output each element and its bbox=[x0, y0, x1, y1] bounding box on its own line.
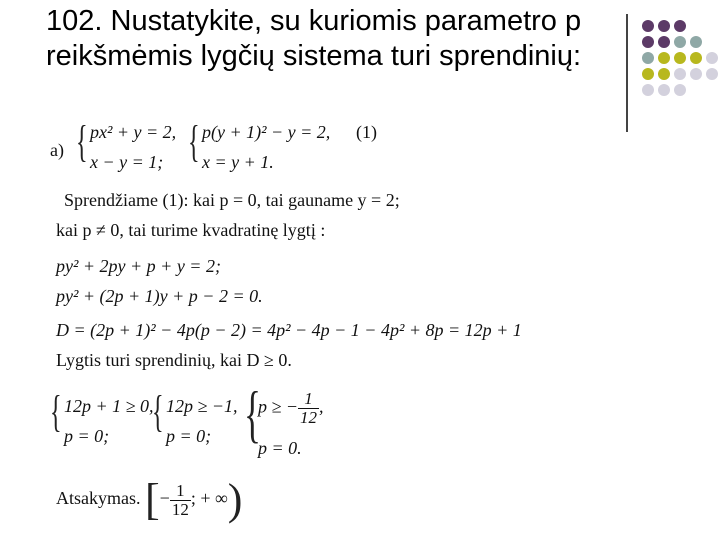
denominator: 12 bbox=[171, 499, 189, 519]
sysC-eq1 bbox=[258, 390, 324, 427]
sysA-eq2: p = 0; bbox=[64, 426, 110, 446]
answer-tail: ; + ∞ bbox=[190, 488, 228, 509]
decor-dot bbox=[690, 52, 702, 64]
decorative-dot-grid bbox=[642, 12, 720, 122]
problem-label: a) bbox=[50, 140, 64, 160]
answer bbox=[56, 475, 243, 524]
sysA-eq1: 12p + 1 ≥ 0, bbox=[64, 396, 154, 416]
decor-dot bbox=[642, 68, 654, 80]
left-brace: { bbox=[152, 387, 164, 436]
sys1-eq2: x − y = 1; bbox=[90, 152, 164, 172]
decor-dot bbox=[642, 20, 654, 32]
decor-dot bbox=[642, 36, 654, 48]
decor-dot bbox=[690, 68, 702, 80]
decor-dot bbox=[642, 52, 654, 64]
decor-dot bbox=[642, 84, 654, 96]
sysC-tail: , bbox=[319, 396, 324, 417]
right-paren: ) bbox=[227, 475, 243, 524]
solution-line-2: kai p ≠ 0, tai turime kvadratinę lygtį : bbox=[56, 220, 326, 240]
decor-dot bbox=[674, 84, 686, 96]
sys1-eq1: px² + y = 2, bbox=[90, 122, 177, 142]
decor-dot bbox=[674, 36, 686, 48]
sys2-eq1: p(y + 1)² − y = 2, bbox=[202, 122, 331, 142]
sysB-eq2: p = 0; bbox=[166, 426, 212, 446]
discriminant-line: D = (2p + 1)² − 4p(p − 2) = 4p² − 4p − 1 − 4p² + 8p = 12p + 1 bbox=[56, 320, 522, 340]
left-brace: { bbox=[50, 387, 62, 436]
denominator: 12 bbox=[300, 408, 318, 427]
decor-dot bbox=[674, 52, 686, 64]
decor-dot bbox=[658, 36, 670, 48]
sysC-lead: p ≥ − bbox=[258, 396, 299, 417]
left-bracket: [ bbox=[145, 475, 160, 524]
sysB-eq1: 12p ≥ −1, bbox=[166, 396, 238, 416]
decor-dot bbox=[658, 20, 670, 32]
solution-line-4: py² + (2p + 1)y + p − 2 = 0. bbox=[56, 286, 263, 306]
answer-minus: − bbox=[159, 488, 170, 509]
decor-dot bbox=[674, 68, 686, 80]
numerator: 1 bbox=[170, 482, 191, 501]
decor-dot bbox=[658, 68, 670, 80]
numerator: 1 bbox=[298, 390, 319, 409]
divider-line bbox=[626, 14, 628, 132]
left-brace: { bbox=[76, 117, 88, 166]
answer-label: Atsakymas. bbox=[56, 488, 141, 509]
condition-line: Lygtis turi sprendinių, kai D ≥ 0. bbox=[56, 350, 292, 370]
left-brace: { bbox=[244, 378, 261, 449]
decor-dot bbox=[706, 52, 718, 64]
fraction bbox=[298, 390, 319, 427]
solution-line-1: Sprendžiame (1): kai p = 0, tai gauname y = 2; bbox=[64, 190, 400, 210]
slide-title: 102. Nustatykite, su kuriomis parametro p reikšmėmis lygčių sistema turi sprendinių: bbox=[46, 5, 582, 72]
decor-dot bbox=[690, 36, 702, 48]
decor-dot bbox=[706, 68, 718, 80]
equation-ref: (1) bbox=[356, 122, 377, 142]
sys2-eq2: x = y + 1. bbox=[202, 152, 274, 172]
decor-dot bbox=[658, 84, 670, 96]
sysC-eq2: p = 0. bbox=[258, 438, 302, 458]
decor-dot bbox=[658, 52, 670, 64]
left-brace: { bbox=[188, 117, 200, 166]
answer-fraction bbox=[170, 482, 191, 519]
decor-dot bbox=[674, 20, 686, 32]
solution-line-3: py² + 2py + p + y = 2; bbox=[56, 256, 221, 276]
